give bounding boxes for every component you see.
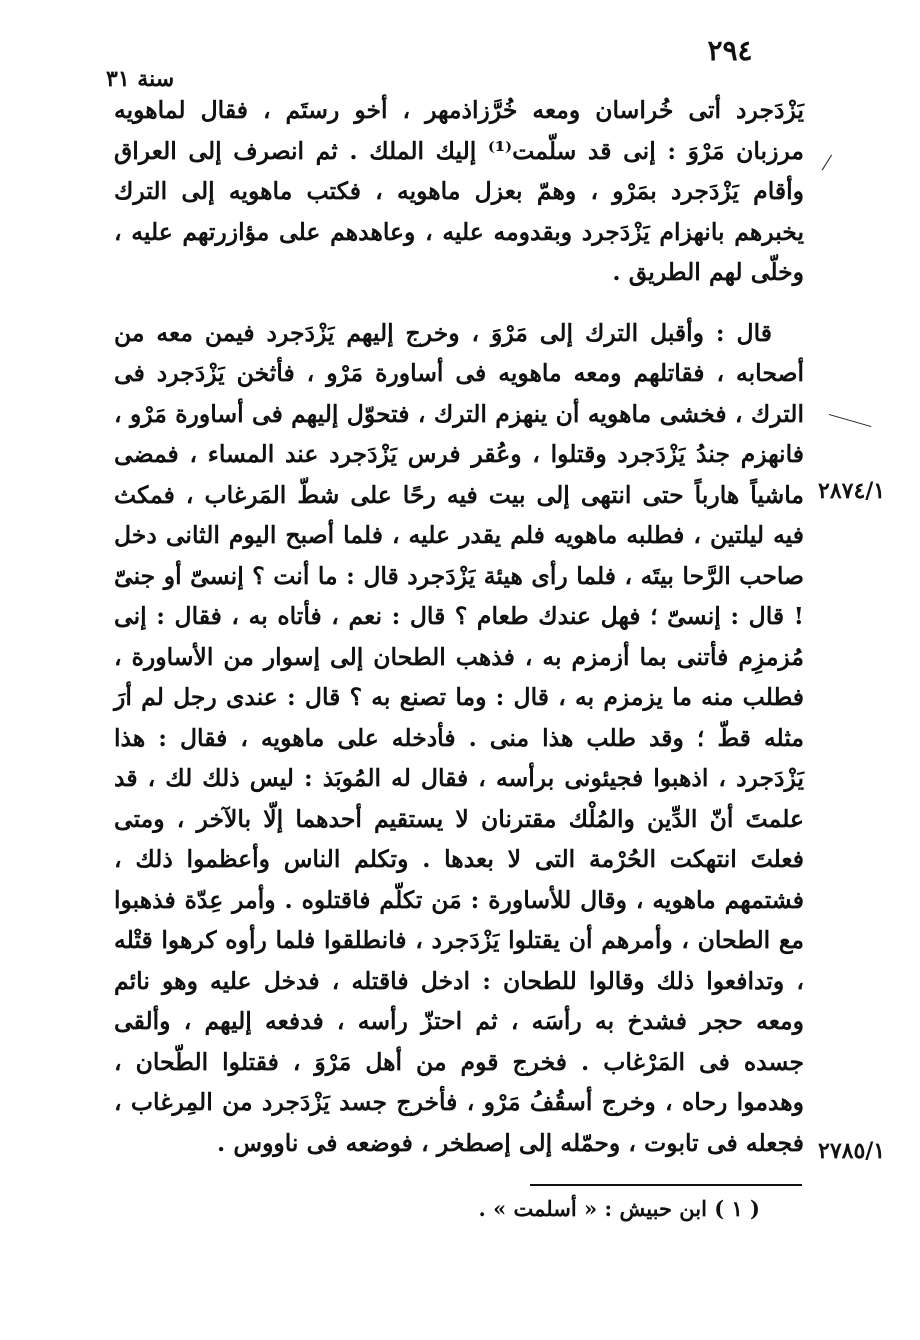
paragraph: قال : وأقبل الترك إلى مَرْوَ ، وخرج إليهم يَزْدَجرد فيمن معه من أصحابه ، فقاتلهم ومعه ماهويه فى أساورة مَرْو ، فأثخن يَزْدَجرد فى الترك ، فخشى ماهويه أن ينهزم الترك ، فتحوّل إليهم فى أساورة مَرْو ، فانهزم جندُ يَزْدَجرد وقتلوا ، وعُقر فرس يَزْدَجرد عند المساء ، فمضى ماشياً هارباً حتى انتهى إلى بيت فيه رحًا على شطّ المَرغاب ، فمكث فيه ليلتين ، فطلبه ماهويه فلم يقدر عليه ، فلما أصبح اليوم الثانى دخل صاحب الرَّحا بيتَه ، فلما رأى هيئة يَزْدَجرد قال : ما أنت ؟ إنسىّ أو جنىّ ! قال : إنسىّ ؛ فهل عندك طعام ؟ قال : نعم ، فأتاه به ، فقال : إنى مُزمزِم فأتنى بما أزمزم به ، فذهب الطحان إلى إسوار من الأساورة ، فطلب منه ما يزمزم به ، قال : وما تصنع به ؟ قال : عندى رجل لم أرَ مثله قطّ ؛ وقد طلب هذا منى . فأدخله على ماهويه ، فقال : هذا يَزْدَجرد ، اذهبوا فجيئونى برأسه ، فقال له المُوبَذ : ليس ذلك لك ، قد علمتَ أنّ الدِّين والمُلْك مقترنان لا يستقيم أحدهما إلّا بالآخر ، ومتى فعلتَ انتهكت الحُرْمة التى لا بعدها . وتكلم الناس وأعظموا ذلك ، فشتمهم ماهويه ، وقال للأساورة : مَن تكلّم فاقتلوه . وأمر عِدّة فذهبوا مع الطحان ، وأمرهم أن يقتلوا يَزْدَجرد ، فانطلقوا فلما رأوه كرهوا قتْله ، وتدافعوا ذلك وقالوا للطحان : ادخل فاقتله ، فدخل عليه وهو نائم ومعه حجر فشدخ به رأسَه ، ثم احتزّ رأسه ، فدفعه إليهم ، وألقى جسده فى المَرْغاب . فخرج قوم من أهل مَرْوَ ، فقتلوا الطّحان ، وهدموا رحاه ، وخرج أسقُفُ مَرْو ، فأخرج جسد يَزْدَجرد من المِرغاب ، فجعله فى تابوت ، وحمّله إلى إصطخر ، فوضعه فى ناووس . (114, 318, 804, 1157)
body-text (114, 90, 804, 1163)
paragraph: يَزْدَجرد أتى خُراسان ومعه خُرَّزاذمهر ، أخو رستَم ، فقال لماهويه مرزبان مَرْوَ : إنى قد سلّمت⁽¹⁾ إليك الملك . ثم انصرف إلى العراق وأقام يَزْدَجرد بمَرْو ، وهمّ بعزل ماهويه ، فكتب ماهويه إلى الترك يخبرهم بانهزام يَزْدَجرد وبقدومه عليه ، وعاهدهم على مؤازرتهم عليه ، وخلّى لهم الطريق . (114, 96, 805, 286)
footnote-divider (530, 1184, 802, 1186)
page-number: ٢٩٤ (707, 34, 753, 67)
margin-reference: ٢٨٧٤/١ (818, 478, 886, 504)
year-label: سنة ٣١ (106, 66, 175, 92)
margin-reference: ٢٧٨٥/١ (818, 1138, 886, 1164)
footnote: ( ١ ) ابن حبيش : « أسلمت » . (478, 1196, 760, 1221)
margin-mark (829, 414, 872, 427)
margin-mark (822, 155, 833, 171)
